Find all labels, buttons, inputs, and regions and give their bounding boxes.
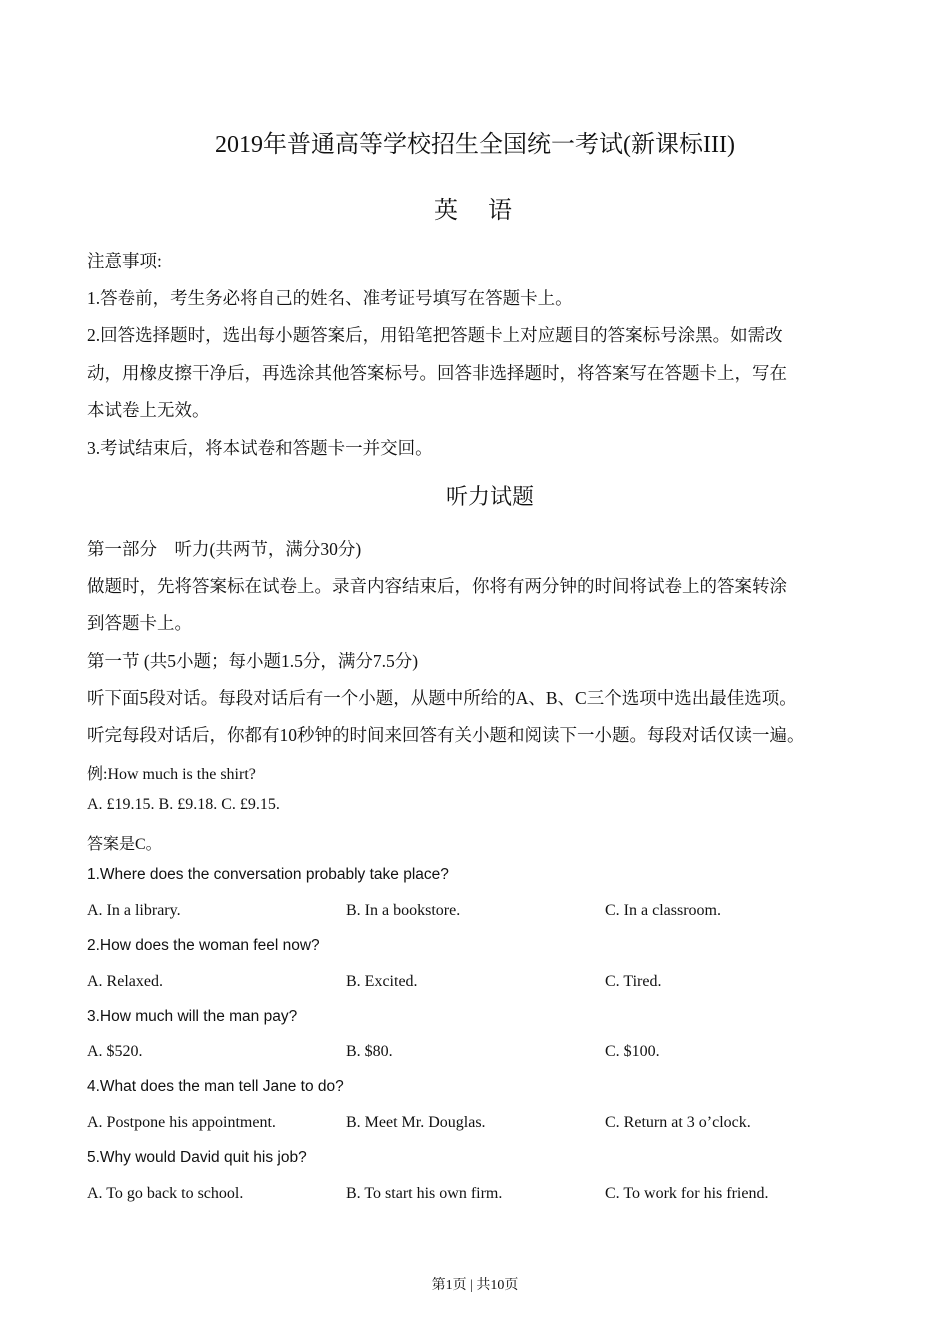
part-line: 到答题卡上。: [87, 613, 192, 633]
option-c: C. $100.: [605, 1043, 660, 1060]
question-3: 3.How much will the man pay?: [87, 1008, 298, 1025]
page-title: 2019年普通高等学校招生全国统一考试(新课标III): [215, 132, 735, 158]
option-a: A. To go back to school.: [87, 1185, 244, 1202]
subsection-line: 听下面5段对话。每段对话后有一个小题，从题中所给的A、B、C三个选项中选出最佳选项。: [87, 688, 797, 708]
notice-line: 本试卷上无效。: [87, 400, 210, 420]
page-footer: 第1页 | 共10页: [431, 1278, 519, 1293]
notice-line: 2.回答选择题时，选出每小题答案后，用铅笔把答题卡上对应题目的答案标号涂黑。如需改: [87, 325, 783, 345]
question-1: 1.Where does the conversation probably take place?: [87, 866, 449, 883]
option-c: C. In a classroom.: [605, 902, 721, 919]
notice-line: 3.考试结束后，将本试卷和答题卡一并交回。: [87, 438, 433, 458]
notice-line: 动，用橡皮擦干净后，再选涂其他答案标号。回答非选择题时，将答案写在答题卡上，写在: [87, 363, 787, 383]
subsection-heading: 第一节 (共5小题；每小题1.5分，满分7.5分): [87, 651, 419, 671]
question-4: 4.What does the man tell Jane to do?: [87, 1078, 344, 1095]
part-line: 做题时，先将答案标在试卷上。录音内容结束后，你将有两分钟的时间将试卷上的答案转涂: [87, 576, 787, 596]
option-c: C. Tired.: [605, 973, 662, 990]
option-b: B. $80.: [346, 1043, 393, 1060]
option-a: A. Relaxed.: [87, 973, 163, 990]
question-2: 2.How does the woman feel now?: [87, 937, 320, 954]
option-c: C. Return at 3 o’clock.: [605, 1114, 751, 1131]
example-options: A. £19.15. B. £9.18. C. £9.15.: [87, 796, 280, 813]
option-b: B. Meet Mr. Douglas.: [346, 1114, 486, 1131]
option-b: B. Excited.: [346, 973, 418, 990]
option-a: A. Postpone his appointment.: [87, 1114, 276, 1131]
part-heading: 第一部分 听力(共两节，满分30分): [87, 539, 362, 559]
section-title: 听力试题: [445, 484, 534, 509]
option-b: B. To start his own firm.: [346, 1185, 503, 1202]
option-a: A. In a library.: [87, 902, 181, 919]
option-c: C. To work for his friend.: [605, 1185, 769, 1202]
notice-line: 1.答卷前，考生务必将自己的姓名、准考证号填写在答题卡上。: [87, 288, 573, 308]
subject-heading: 英语: [434, 198, 542, 224]
example-question: 例:How much is the shirt?: [87, 766, 256, 783]
option-a: A. $520.: [87, 1043, 143, 1060]
notice-heading: 注意事项:: [87, 251, 162, 271]
subsection-line: 听完每段对话后，你都有10秒钟的时间来回答有关小题和阅读下一小题。每段对话仅读一遍。: [87, 725, 805, 745]
example-answer: 答案是C。: [87, 836, 162, 853]
question-5: 5.Why would David quit his job?: [87, 1149, 307, 1166]
option-b: B. In a bookstore.: [346, 902, 461, 919]
